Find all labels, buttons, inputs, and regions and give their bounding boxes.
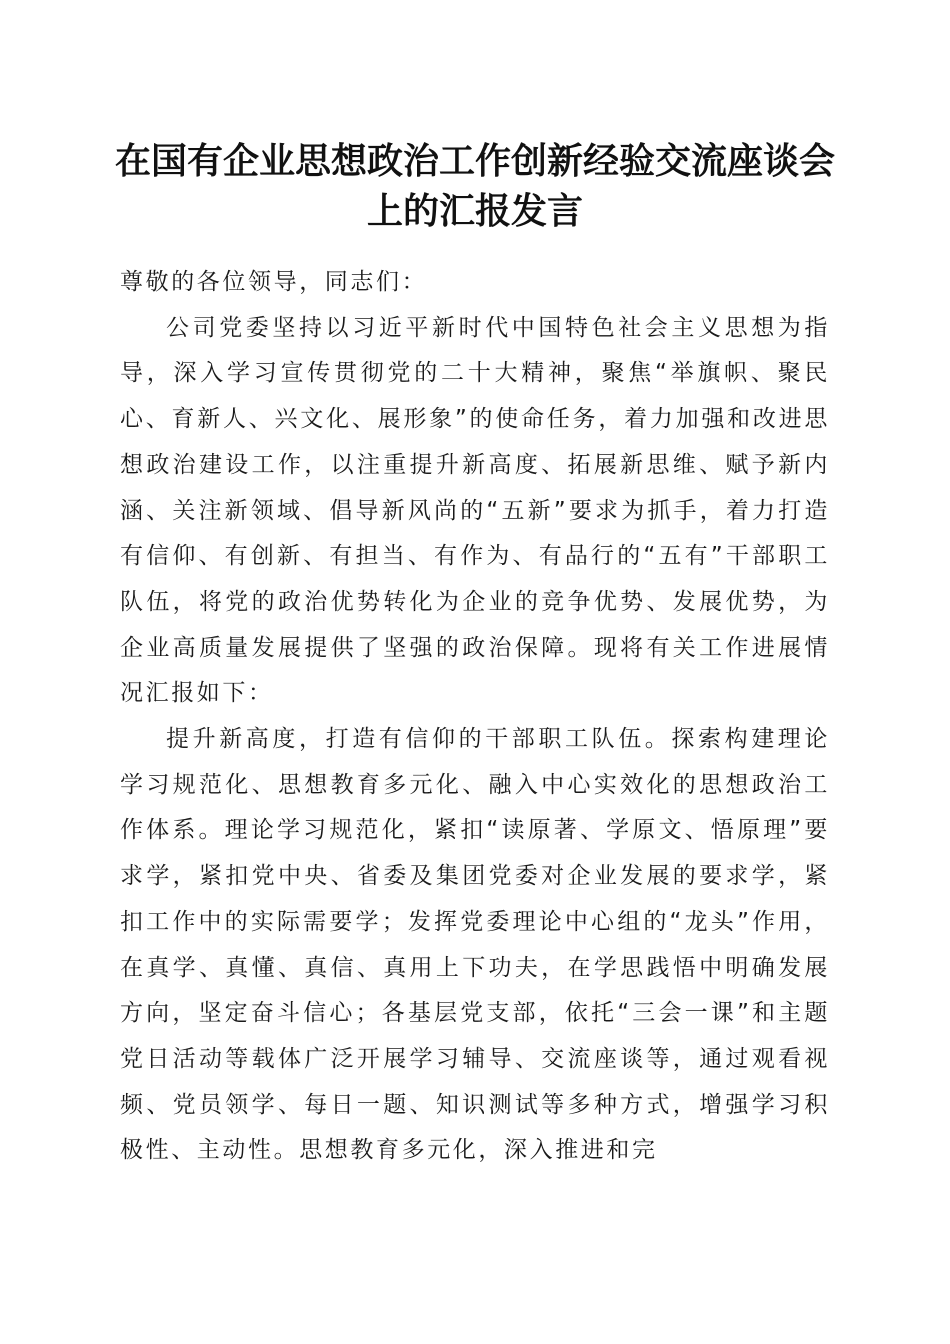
paragraph-intro: 公司党委坚持以习近平新时代中国特色社会主义思想为指导，深入学习宣传贯彻党的二十大精神，聚焦“举旗帜、聚民心、育新人、兴文化、展形象”的使命任务，着力加强和改进思想政治建设工作，以注重提升新高度、拓展新思维、赋予新内涵、关注新领域、倡导新风尚的“五新”要求为抓手，着力打造有信仰、有创新、有担当、有作为、有品行的“五有”干部职工队伍，将党的政治优势转化为企业的竞争优势、发展优势，为企业高质量发展提供了坚强的政治保障。现将有关工作进展情况汇报如下： <box>120 314 830 707</box>
document-body <box>120 260 830 1174</box>
paragraph-section-1: 提升新高度，打造有信仰的干部职工队伍。探索构建理论学习规范化、思想教育多元化、融入中心实效化的思想政治工作体系。理论学习规范化，紧扣“读原著、学原文、悟原理”要求学，紧扣党中央、省委及集团党委对企业发展的要求学，紧扣工作中的实际需要学；发挥党委理论中心组的“龙头”作用，在真学、真懂、真信、真用上下功夫，在学思践悟中明确发展方向，坚定奋斗信心；各基层党支部，依托“三会一课”和主题党日活动等载体广泛开展学习辅导、交流座谈等，通过观看视频、党员领学、每日一题、知识测试等多种方式，增强学习积极性、主动性。思想教育多元化，深入推进和完 <box>120 726 830 1164</box>
document-title: 在国有企业思想政治工作创新经验交流座谈会上的汇报发言 <box>114 140 835 232</box>
salutation: 尊敬的各位领导，同志们： <box>120 269 428 295</box>
